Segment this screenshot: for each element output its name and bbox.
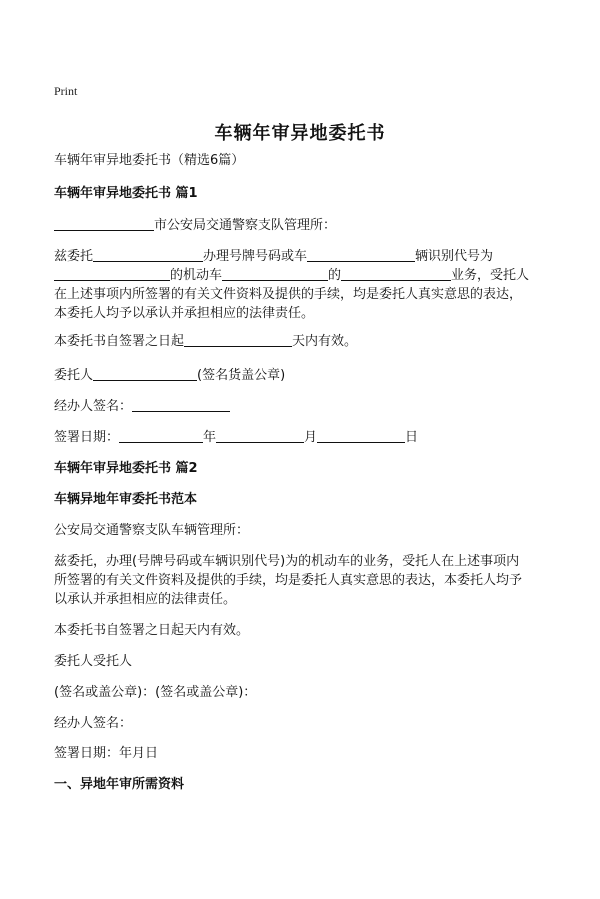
date-label: 签署日期：: [54, 430, 120, 445]
blank-vehicle[interactable]: [222, 266, 328, 281]
section2-para-line1: 兹委托，办理(号牌号码或车辆识别代号)为的机动车的业务，受托人在上述事项内: [54, 554, 520, 569]
blank-plate-number[interactable]: [307, 247, 415, 262]
month-label: 月: [304, 430, 318, 445]
section1-para-line1: [54, 247, 554, 267]
year-label: 年: [203, 430, 217, 445]
section2-seals: (签名或盖公章)：(签名或盖公章)：: [54, 685, 257, 700]
para1-text-f: 业务，受托人: [451, 268, 530, 283]
para1-text-a: 兹委托: [54, 249, 94, 264]
agent-sign-label: 经办人签名：: [54, 399, 133, 414]
blank-trustee[interactable]: [93, 247, 203, 262]
section1-heading: 车辆年审异地委托书 篇1: [54, 186, 198, 201]
section1-para-line2: [54, 266, 554, 286]
section2-validity: 本委托书自签署之日起天内有效。: [54, 623, 250, 638]
section1-principal: [54, 366, 554, 386]
print-label: Print: [54, 84, 78, 98]
section2-para-line2: 所签署的有关文件资料及提供的手续，均是委托人真实意思的表达，本委托人均予: [54, 573, 523, 588]
section1-validity: [54, 332, 554, 352]
section1-para-line4: 本委托人均予以承认并承担相应的法律责任。: [54, 306, 315, 321]
principal-label: 委托人: [54, 368, 94, 383]
blank-month[interactable]: [216, 428, 304, 443]
para1-text-e: 的: [328, 268, 342, 283]
section1-addressee-line: [54, 216, 554, 236]
blank-business[interactable]: [341, 266, 451, 281]
section2-agent-sign: 经办人签名：: [54, 716, 133, 731]
principal-note: (签名货盖公章): [197, 368, 286, 383]
document-subtitle: 车辆年审异地委托书（精选6篇）: [54, 153, 245, 168]
blank-vin[interactable]: [54, 266, 170, 281]
validity-text-b: 天内有效。: [292, 334, 358, 349]
section2-addressee: 公安局交通警察支队车辆管理所：: [54, 523, 250, 538]
day-label: 日: [405, 430, 419, 445]
section2-para-line3: 以承认并承担相应的法律责任。: [54, 592, 237, 607]
section1-para-line3: 在上述事项内所签署的有关文件资料及提供的手续，均是委托人真实意思的表达，: [54, 287, 523, 302]
section2-parties: 委托人受托人: [54, 654, 133, 669]
para1-text-c: 辆识别代号为: [415, 249, 494, 264]
section1-agent-sign: [54, 397, 554, 417]
section1-addressee: 市公安局交通警察支队管理所：: [154, 218, 337, 233]
blank-days[interactable]: [184, 332, 292, 347]
blank-year[interactable]: [119, 428, 203, 443]
blank-agent[interactable]: [132, 397, 230, 412]
section3-heading: 一、异地年审所需资料: [54, 777, 185, 792]
para1-text-d: 的机动车: [170, 268, 223, 283]
document-title: 车辆年审异地委托书: [214, 123, 386, 144]
validity-text-a: 本委托书自签署之日起: [54, 334, 185, 349]
section2-heading: 车辆年审异地委托书 篇2: [54, 461, 198, 476]
blank-day[interactable]: [317, 428, 405, 443]
section1-date: [54, 428, 554, 448]
blank-principal[interactable]: [93, 366, 197, 381]
blank-city[interactable]: [54, 216, 154, 231]
section2-date: 签署日期：年月日: [54, 746, 159, 761]
section2-subheading: 车辆异地年审委托书范本: [54, 492, 198, 507]
para1-text-b: 办理号牌号码或车: [203, 249, 308, 264]
